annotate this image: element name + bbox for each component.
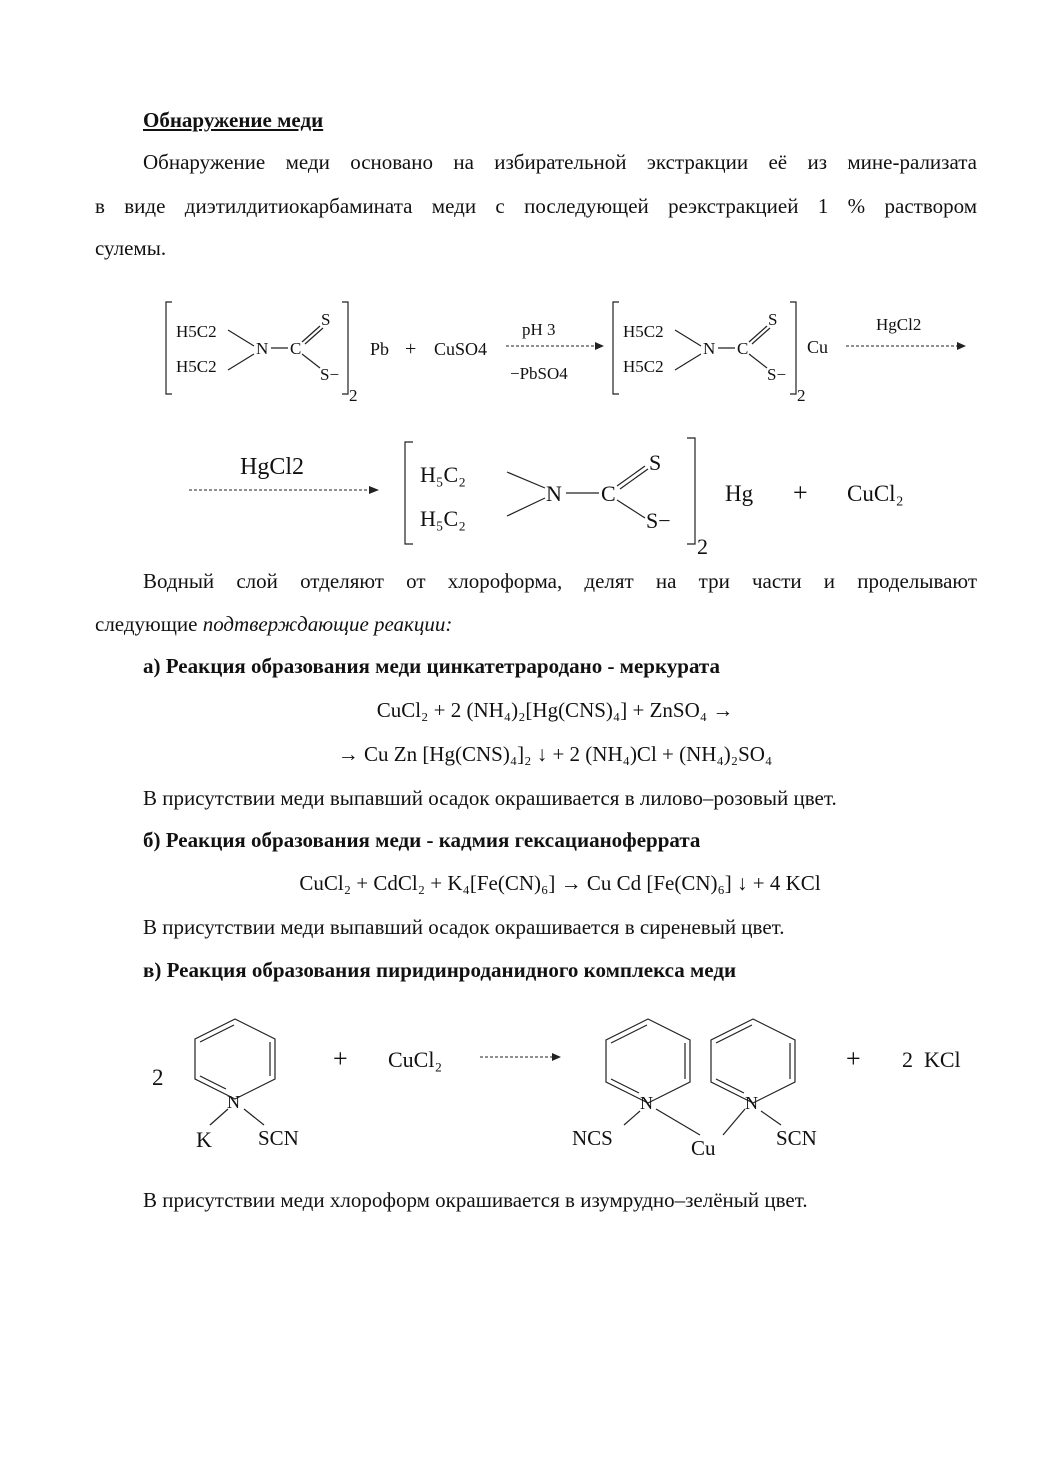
para2-line-2 xyxy=(95,614,452,635)
hgcl2-label-1: HgCl2 xyxy=(876,315,922,334)
reaction-c-diagram xyxy=(140,1005,990,1170)
plus-1: + xyxy=(405,338,417,360)
ethyl-top: H5C2 xyxy=(176,322,217,341)
scn-left: SCN xyxy=(258,1126,299,1150)
intro-line-2: в виде диэтилдитиокарбамината меди с последующей реэкстракцией 1 % раствором xyxy=(95,194,977,218)
scn-right: SCN xyxy=(776,1126,817,1150)
reaction-b-eq: CuCl₂ + CdCl₂ + K₄[Fe(CN)₆] → Cu Cd [Fe(CN)₆] ↓ + 4 KCl xyxy=(299,871,821,895)
sulfur-top-2: S xyxy=(768,310,778,329)
para2-line-1: Водный слой отделяют от хлороформа, делят на три части и проделывают xyxy=(143,569,977,593)
ethyl-top-3: H₅C₂ xyxy=(420,462,466,487)
intro-line-3: сулемы. xyxy=(95,236,167,260)
reaction-b-note: В присутствии меди выпавший осадок окрашивается в сиреневый цвет. xyxy=(143,915,785,939)
hgcl2-label-2: HgCl2 xyxy=(240,454,305,480)
copper-center: Cu xyxy=(691,1136,716,1160)
sulfur-minus-2: S− xyxy=(767,365,787,384)
cucl2-label-1: CuCl₂ xyxy=(847,481,904,506)
cucl2-label-2: CuCl₂ xyxy=(388,1047,443,1072)
reaction-b-title: б) Реакция образования меди - кадмия гексацианоферрата xyxy=(143,828,701,852)
scheme-1-diagram xyxy=(150,290,990,415)
section-heading: Обнаружение меди xyxy=(143,108,324,132)
kcl-label: 2 KCl xyxy=(902,1047,961,1072)
pyridine-n-left: N xyxy=(227,1092,240,1112)
sulfur-minus-3: S− xyxy=(646,508,671,533)
nitrogen-label: N xyxy=(256,339,269,358)
potassium-label: K xyxy=(196,1127,212,1152)
pyridine-n-product-2: N xyxy=(745,1093,758,1113)
carbon-label-3: C xyxy=(601,481,616,506)
plus-4: + xyxy=(846,1044,861,1073)
reaction-a-title: а) Реакция образования меди цинкатетрародано - меркурата xyxy=(143,654,720,678)
scheme-2-diagram xyxy=(185,430,945,560)
ncs-label: NCS xyxy=(572,1126,613,1150)
reaction-c-note: В присутствии меди хлороформ окрашивается в изумрудно–зелёный цвет. xyxy=(143,1188,808,1212)
ethyl-bottom-3: H₅C₂ xyxy=(420,506,466,531)
ethyl-bottom-2: H5C2 xyxy=(623,357,664,376)
plus-2: + xyxy=(793,478,808,507)
intro-line-1: Обнаружение меди основано на избирательной экстракции её из мине-рализата xyxy=(143,150,977,174)
mercury-label: Hg xyxy=(725,481,754,506)
minus-pbso4-label: −PbSO4 xyxy=(510,364,568,383)
sulfur-top-3: S xyxy=(649,450,662,475)
subscript-2-first: 2 xyxy=(349,386,358,405)
copper-label: Cu xyxy=(807,337,829,357)
pyridine-n-product-1: N xyxy=(640,1093,653,1113)
sulfur-top: S xyxy=(321,310,331,329)
reaction-a-eq-1: CuCl₂ + 2 (NH₄)₂[Hg(CNS)₄] + ZnSO₄ → xyxy=(376,698,734,722)
ethyl-top-2: H5C2 xyxy=(623,322,664,341)
sulfur-minus: S− xyxy=(320,365,340,384)
subscript-2-second: 2 xyxy=(797,386,806,405)
carbon-label: C xyxy=(290,339,302,358)
lead-label: Pb xyxy=(370,339,390,359)
cuso4-label: CuSO4 xyxy=(434,339,488,359)
nitrogen-label-2: N xyxy=(703,339,716,358)
reaction-a-eq-2: → Cu Zn [Hg(CNS)₄]₂ ↓ + 2 (NH₄)Cl + (NH₄)₂SO₄ xyxy=(337,742,773,766)
reaction-c-title: в) Реакция образования пиридинроданидного комплекса меди xyxy=(143,958,737,982)
nitrogen-label-3: N xyxy=(546,481,562,506)
subscript-2-third: 2 xyxy=(697,534,708,559)
para2-italic: подтверждающие реакции: xyxy=(202,612,453,636)
para2-plain: следующие xyxy=(95,612,203,636)
ph-label: pH 3 xyxy=(522,320,556,339)
reaction-a-note: В присутствии меди выпавший осадок окрашивается в лилово–розовый цвет. xyxy=(143,786,837,810)
carbon-label-2: C xyxy=(737,339,749,358)
ethyl-bottom: H5C2 xyxy=(176,357,217,376)
plus-3: + xyxy=(333,1044,348,1073)
coef-2: 2 xyxy=(152,1065,164,1090)
